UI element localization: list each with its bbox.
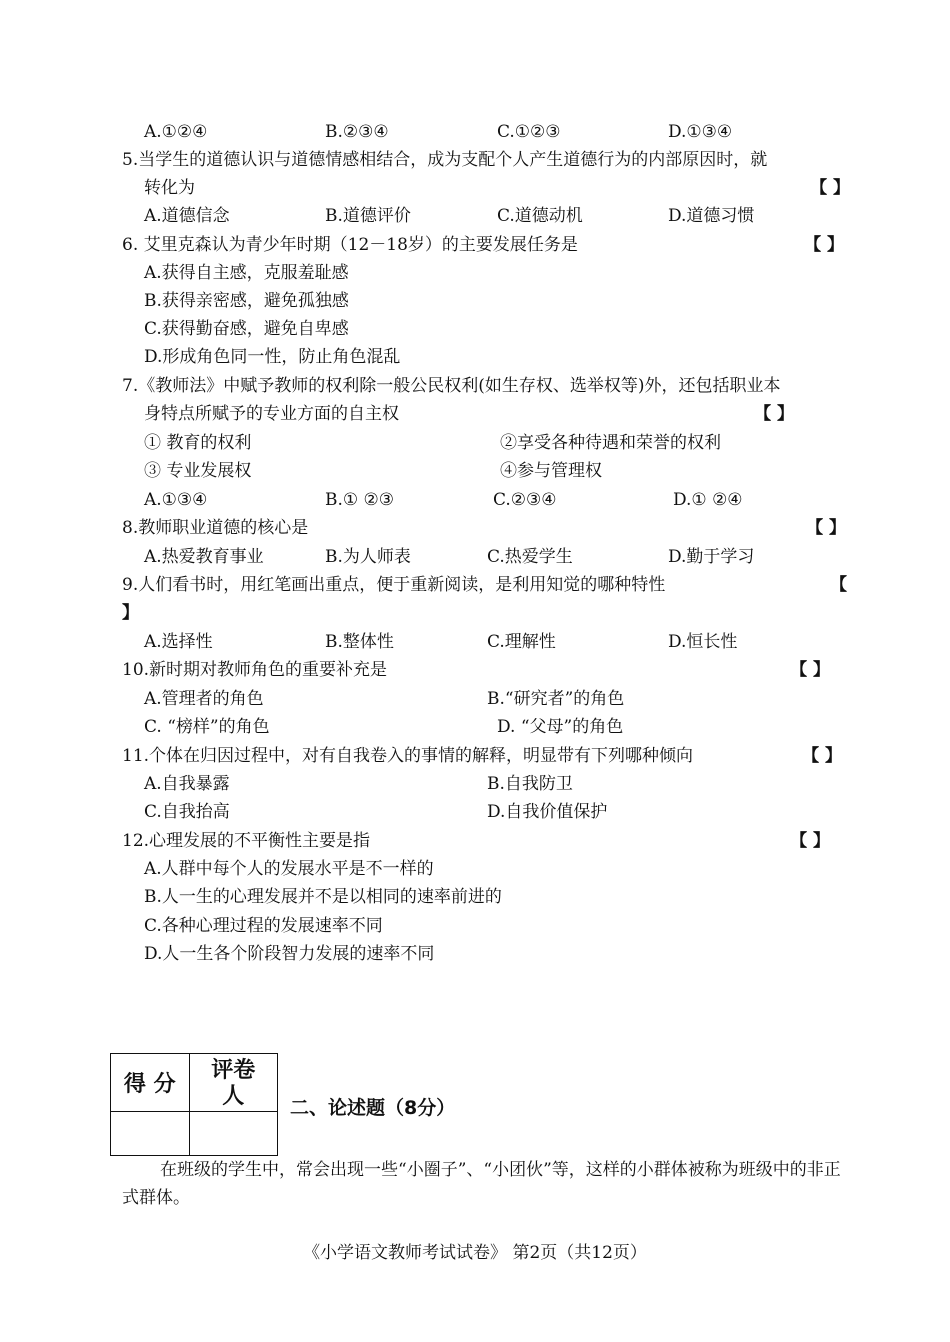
option-a: A.①③④ (144, 490, 208, 510)
item-4: ④参与管理权 (500, 461, 602, 481)
score-header: 得 分 (111, 1054, 190, 1112)
question-11-options-row1 (144, 770, 872, 798)
question-6-option-b: B.获得亲密感，避免孤独感 (144, 291, 349, 311)
item-3: ③ 专业发展权 (144, 461, 252, 481)
option-b: B.“研究者”的角色 (487, 689, 625, 709)
question-12-stem: 12.心理发展的不平衡性主要是指 【 】 (122, 827, 830, 855)
essay-prompt: 在班级的学生中，常会出现一些“小圈子”、“小团伙”等，这样的小群体被称为班级中的非正式群体。 (122, 1160, 841, 1208)
question-6-option-d: D.形成角色同一性，防止角色混乱 (144, 347, 401, 367)
option-c: C.自我抬高 (144, 802, 230, 822)
option-b: B.②③④ (325, 122, 389, 142)
question-8-stem: 8.教师职业道德的核心是 【 】 (122, 514, 846, 542)
option-a: A.管理者的角色 (144, 689, 264, 709)
score-table (110, 1053, 278, 1156)
question-12-option-b: B.人一生的心理发展并不是以相同的速率前进的 (144, 887, 502, 907)
answer-bracket: 【 】 (806, 518, 846, 538)
question-7-stem-cont: 身特点所赋予的专业方面的自主权 【 】 (144, 400, 794, 428)
option-a: A.选择性 (144, 632, 213, 652)
question-9-options (144, 628, 872, 656)
option-d: D.勤于学习 (668, 547, 755, 567)
option-a: A.热爱教育事业 (144, 547, 264, 567)
option-b: B.自我防卫 (487, 774, 573, 794)
option-b: B.① ②③ (325, 490, 395, 510)
question-5-options (144, 202, 872, 230)
question-6-stem: 6. 艾里克森认为青少年时期（12－18岁）的主要发展任务是 【 】 (122, 231, 844, 259)
option-c: C.热爱学生 (487, 547, 573, 567)
question-6-option-a: A.获得自主感，克服羞耻感 (144, 263, 349, 283)
option-c: C.②③④ (493, 490, 557, 510)
question-5-stem-cont: 转化为 【 】 (144, 174, 850, 202)
option-d: D.①③④ (668, 122, 733, 142)
option-d: D.自我价值保护 (487, 802, 608, 822)
question-4-options (144, 118, 872, 146)
option-b: B.为人师表 (325, 547, 411, 567)
question-6-option-c: C.获得勤奋感，避免自卑感 (144, 319, 349, 339)
option-c: C. “榜样”的角色 (144, 717, 270, 737)
question-11-options-row2 (144, 798, 872, 826)
item-1: ① 教育的权利 (144, 433, 252, 453)
answer-bracket-close: 】 (122, 603, 139, 623)
question-10-stem: 10.新时期对教师角色的重要补充是 【 】 (122, 656, 830, 684)
question-7-stem: 7.《教师法》中赋予教师的权利除一般公民权利(如生存权、选举权等)外，还包括职业本 (122, 376, 781, 396)
score-cell[interactable] (111, 1112, 190, 1156)
option-a: A.①②④ (144, 122, 208, 142)
question-12-option-a: A.人群中每个人的发展水平是不一样的 (144, 859, 434, 879)
option-c: C.道德动机 (497, 206, 583, 226)
option-d: D.① ②④ (673, 490, 743, 510)
question-10-options-row1 (144, 685, 872, 713)
option-b: B.整体性 (325, 632, 394, 652)
option-a: A.道德信念 (144, 206, 230, 226)
answer-bracket: 【 】 (754, 404, 794, 424)
answer-bracket-open: 【 (830, 575, 847, 595)
option-c: C.①②③ (497, 122, 561, 142)
question-7-items-row2 (144, 457, 872, 485)
question-5-stem: 5.当学生的道德认识与道德情感相结合，成为支配个人产生道德行为的内部原因时，就 (122, 150, 768, 170)
question-7-options (144, 486, 872, 514)
question-7-items-row1 (144, 429, 872, 457)
option-a: A.自我暴露 (144, 774, 230, 794)
grader-cell[interactable] (189, 1112, 277, 1156)
question-11-stem: 11.个体在归因过程中，对有自我卷入的事情的解释，明显带有下列哪种倾向 【 】 (122, 742, 842, 770)
answer-bracket: 【 】 (790, 831, 830, 851)
question-9-stem: 9.人们看书时，用红笔画出重点，便于重新阅读，是利用知觉的哪种特性 【 (122, 571, 847, 599)
answer-bracket: 【 】 (790, 660, 830, 680)
option-b: B.道德评价 (325, 206, 411, 226)
section-title: 二、论述题（8分） (290, 1097, 456, 1119)
answer-bracket: 【 】 (802, 746, 842, 766)
option-d: D.道德习惯 (668, 206, 755, 226)
grader-header: 评卷 人 (189, 1054, 277, 1112)
question-12-option-c: C.各种心理过程的发展速率不同 (144, 916, 383, 936)
answer-bracket: 【 】 (810, 178, 850, 198)
page-footer: 《小学语文教师考试试卷》 第2页（共12页） (303, 1243, 647, 1263)
option-d: D.恒长性 (668, 632, 738, 652)
answer-bracket: 【 】 (804, 235, 844, 255)
question-8-options (144, 543, 872, 571)
item-2: ②享受各种待遇和荣誉的权利 (500, 433, 721, 453)
option-d: D. “父母”的角色 (497, 717, 624, 737)
option-c: C.理解性 (487, 632, 556, 652)
question-10-options-row2 (144, 713, 872, 741)
question-12-option-d: D.人一生各个阶段智力发展的速率不同 (144, 944, 435, 964)
